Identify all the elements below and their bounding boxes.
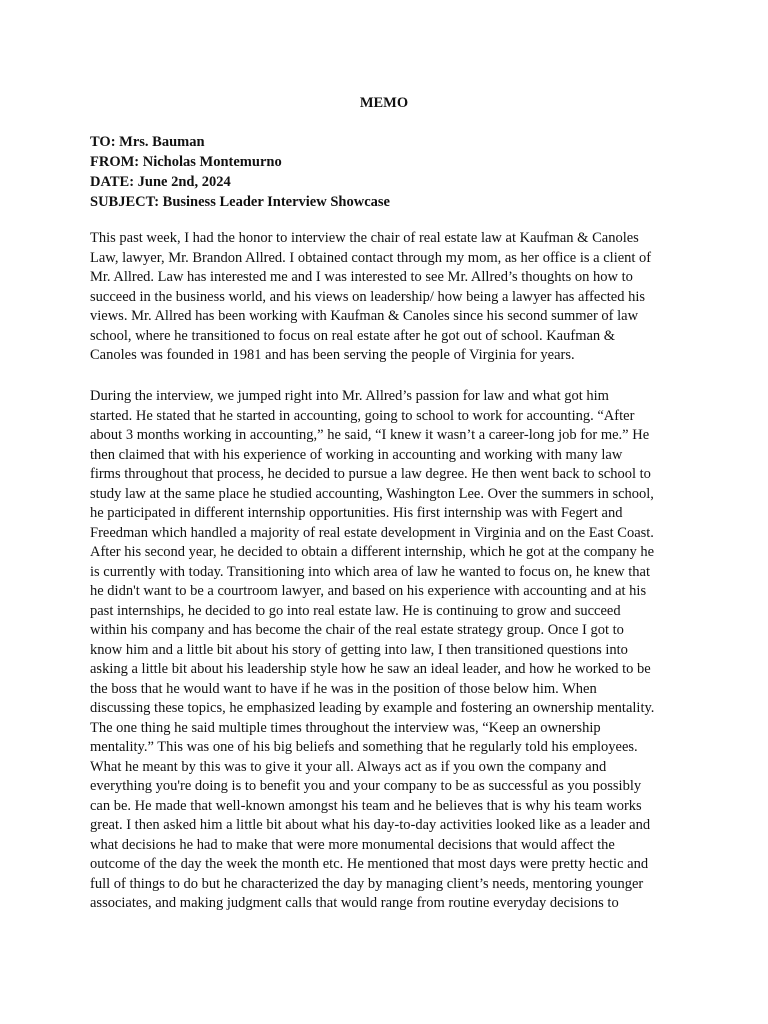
text-line: about 3 months working in accounting,” he said, “I knew it wasn’t a career-long job for me.” He bbox=[90, 427, 650, 443]
text-line: within his company and has become the chair of the real estate strategy group. Once I got to bbox=[90, 622, 624, 638]
text-line: full of things to do but he characterized the day by managing client’s needs, mentoring younger bbox=[90, 875, 644, 892]
memo-title: MEMO bbox=[359, 95, 409, 111]
text-line: This past week, I had the honor to interview the chair of real estate law at Kaufman & Canoles bbox=[90, 230, 639, 246]
body-paragraph-intro bbox=[90, 229, 690, 366]
text-line: The one thing he said multiple times throughout the interview was, “Keep an ownership bbox=[90, 719, 601, 736]
text-line: Canoles was founded in 1981 and has been serving the people of Virginia for years. bbox=[90, 347, 575, 363]
text-line: great. I then asked him a little bit about what his day-to-day activities looked like as a leader and bbox=[90, 817, 651, 833]
text-line: associates, and making judgment calls that would range from routine everyday decisions to bbox=[90, 895, 619, 911]
memo-date-line: DATE: June 2nd, 2024 bbox=[90, 174, 231, 190]
text-line: study law at the same place he studied accounting, Washington Lee. Over the summers in school, bbox=[90, 485, 654, 502]
text-line: What he meant by this was to give it your all. Always act as if you own the company and bbox=[90, 758, 607, 775]
text-line: can be. He made that well-known amongst his team and he believes that is why his team works bbox=[90, 797, 642, 814]
text-line: mentality.” This was one of his big beliefs and something that he regularly told his employees. bbox=[90, 739, 638, 755]
text-line: school, where he transitioned to focus on real estate after he got out of school. Kaufman & bbox=[90, 327, 616, 344]
memo-to-line: TO: Mrs. Bauman bbox=[90, 134, 205, 150]
text-line: started. He stated that he started in accounting, going to school to work for accounting. “After bbox=[90, 407, 635, 424]
text-line: know him and a little bit about his story of getting into law, I then transitioned questions into bbox=[90, 641, 628, 658]
text-line: asking a little bit about his leadership style how he saw an ideal leader, and how he worked to be bbox=[90, 661, 651, 677]
memo-from-line: FROM: Nicholas Montemurno bbox=[90, 154, 282, 170]
text-line: he participated in different internship opportunities. His first internship was with Fegert and bbox=[90, 505, 623, 521]
text-line: past internships, he decided to go into real estate law. He is continuing to grow and succeed bbox=[90, 602, 621, 619]
text-line: After his second year, he decided to obtain a different internship, which he got at the company he bbox=[90, 544, 655, 560]
text-line: Mr. Allred. Law has interested me and I was interested to see Mr. Allred’s thoughts on how to bbox=[90, 269, 633, 285]
memo-header bbox=[90, 132, 690, 212]
text-line: then claimed that with his experience of working in accounting and working with many law bbox=[90, 446, 623, 463]
text-line: Freedman which handled a majority of real estate development in Virginia and on the East Coast. bbox=[90, 524, 654, 541]
text-line: what decisions he had to make that were more monumental decisions that would affect the bbox=[90, 836, 615, 853]
memo-subject-line: SUBJECT: Business Leader Interview Showcase bbox=[90, 194, 390, 210]
text-line: he didn't want to be a courtroom lawyer, and based on his experience with accounting and at his bbox=[90, 583, 647, 599]
text-line: Law, lawyer, Mr. Brandon Allred. I obtained contact through my mom, as her office is a client of bbox=[90, 249, 652, 266]
text-line: succeed in the business world, and his views on leadership/ how being a lawyer has affected his bbox=[90, 288, 646, 305]
text-line: everything you're doing is to benefit you and your company to be as successful as you possibly bbox=[90, 778, 642, 794]
text-line: During the interview, we jumped right into Mr. Allred’s passion for law and what got him bbox=[90, 388, 609, 404]
text-line: outcome of the day the week the month etc. He mentioned that most days were pretty hectic and bbox=[90, 856, 649, 872]
text-line: is currently with today. Transitioning into which area of law he wanted to focus on, he knew that bbox=[90, 563, 651, 580]
body-paragraph-interview bbox=[90, 387, 690, 914]
text-line: discussing these topics, he emphasized leading by example and fostering an ownership mentality. bbox=[90, 700, 655, 716]
text-line: firms throughout that process, he decided to pursue a law degree. He then went back to school to bbox=[90, 466, 651, 482]
text-line: the boss that he would want to have if he was in the position of those below him. When bbox=[90, 680, 597, 697]
text-line: views. Mr. Allred has been working with Kaufman & Canoles since his second summer of law bbox=[90, 308, 639, 324]
